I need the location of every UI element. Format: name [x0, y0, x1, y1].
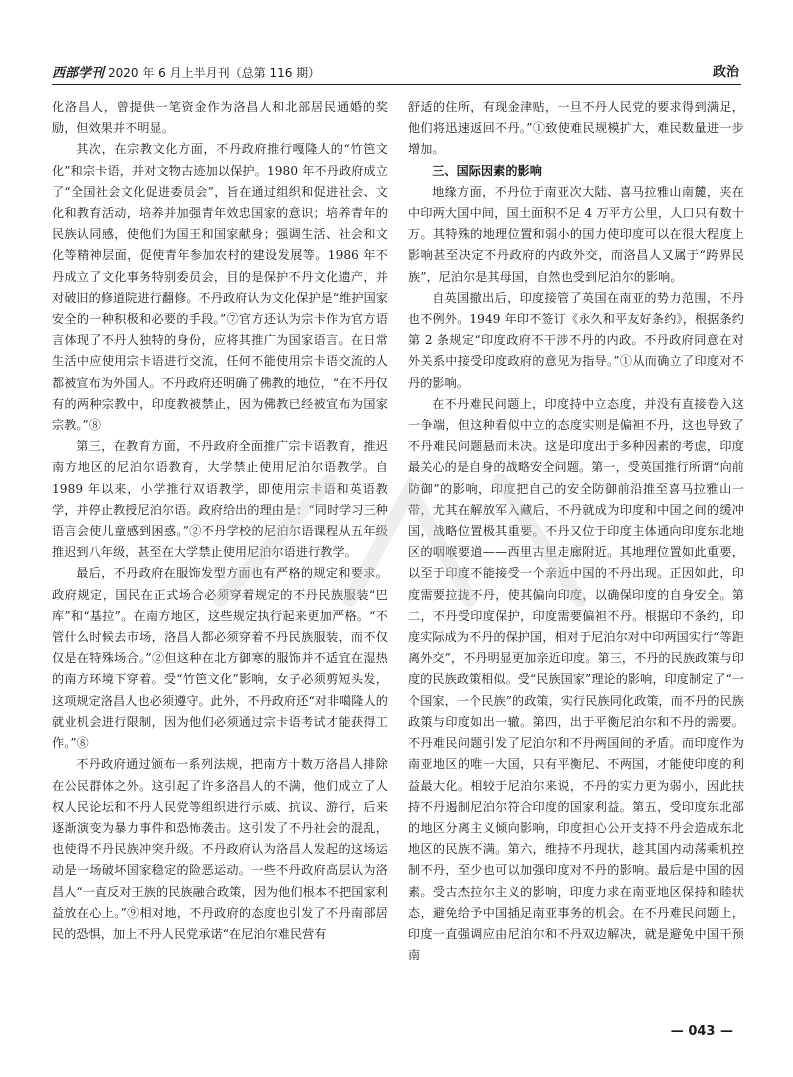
- header-journal-info: [52, 62, 320, 81]
- right-column: [408, 97, 744, 1032]
- paragraph: 自英国撤出后，印度接管了英国在南亚的势力范围，不丹也不例外。1949 年印不签订《永久和平友好条约》，根据条约第 2 条规定“印度政府不干涉不丹的内政。不丹政府同意在对外关系中接受印度政府的意见为指导。”①从而确立了印度对不丹的影响。: [408, 290, 744, 390]
- paragraph: 化洛昌人，曾提供一笔资金作为洛昌人和北部居民通婚的奖励，但效果并不明显。: [52, 100, 388, 136]
- running-header: [52, 58, 741, 85]
- section-label: 政治: [712, 65, 739, 80]
- journal-name: 西部学刊: [52, 66, 105, 81]
- paragraph: 舒适的住所，有现金津贴，一旦不丹人民党的要求得到满足，他们将迅速返回不丹。”①致使难民规模扩大，难民数量进一步增加。: [408, 100, 744, 157]
- issue-info: 2020 年 6 月上半月刊（总第 116 期）: [108, 66, 321, 80]
- paragraph: 在不丹难民问题上，印度持中立态度，并没有直接卷入这一争端，但这种看似中立的态度实则是偏袒不丹，这也导致了不丹难民问题悬而未决。这是印度出于多种因素的考虑，印度最关心的是自身的战略安全问题。第一，受英国推行所谓“向前防御”的影响，印度把自己的安全防御前沿推至喜马拉雅山一带，尤其在解放军入藏后，不丹就成为印度和中国之间的缓冲国，战略位置极其重要。不丹又位于印度主体通向印度东北地区的咽喉要道——西里古里走廊附近。其地理位置如此重要，以至于印度不能接受一个亲近中国的不丹出现。正因如此，印度需要拉拢不丹，使其偏向印度，以确保印度的自身安全。第二，不丹受印度保护，印度需要偏袒不丹。根据印不条约，印度实际成为不丹的保护国，相对于尼泊尔对中印两国实行“等距离外交”，不丹明显更加亲近印度。第三，不丹的民族政策与印度的民族政策相似。受“民族国家”理论的影响，印度制定了“一个国家，一个民族”的政策，实行民族同化政策，而不丹的民族政策与印度如出一辙。第四，出于平衡尼泊尔和不丹的需要。不丹难民问题引发了尼泊尔和不丹两国间的矛盾。而印度作为南亚地区的唯一大国，只有平衡尼、不两国，才能使印度的利益最大化。相较于尼泊尔来说，不丹的实力更为弱小，因此扶持不丹遏制尼泊尔符合印度的国家利益。第五，受印度东北部的地区分离主义倾向影响，印度担心公开支持不丹会造成东北地区的民族不满。第六，维持不丹现状，趁其国内动荡乘机控制不丹，至少也可以加强印度对不丹的影响。最后是中国的因素。受古杰拉尔主义的影响，印度力求在南亚地区保持和睦状态，避免给予中国插足南亚事务的机会。在不丹难民问题上，印度一直强调应由尼泊尔和不丹双边解决，就是避免中国干预南: [408, 396, 744, 963]
- paragraph: 其次，在宗教文化方面，不丹政府推行嘎隆人的“竹笆文化”和宗卡语，并对文物古迹加以保护。1980 年不丹政府成立了“全国社会文化促进委员会”，旨在通过组织和促进社会、文化和教育活动，培养并加强青年效忠国家的意识；培养青年的民族认同感，使他们为国王和国家献身；强调生活、社会和文化等精神层面，促使青年参加农村的建设发展等。1986 年不丹成立了文化事务特别委员会，目的是保护不丹文化遗产，并对破旧的修道院进行翻修。不丹政府认为文化保护是“维护国家安全的一种积极和必要的手段。”⑦官方还认为宗卡作为官方语言体现了不丹人独特的身份，应将其推广为国家语言。在日常生活中应使用宗卡语进行交流，任何不能使用宗卡语交流的人都被宣布为外国人。不丹政府还明确了佛教的地位，“在不丹仅有的两种宗教中，印度教被禁止，因为佛教已经被宣布为国家宗教。”⑧: [52, 142, 388, 433]
- paragraph: 地缘方面，不丹位于南亚次大陆、喜马拉雅山南麓，夹在中印两大国中间，国土面积不足 4 万平方公里，人口只有数十万。其特殊的地理位置和弱小的国力使印度可以在很大程度上影响甚至决定不丹政府的内政外交，而洛昌人又属于“跨界民族”，尼泊尔是其母国，自然也受到尼泊尔的影响。: [408, 184, 744, 284]
- left-column: [52, 97, 388, 1032]
- paragraph: 第三，在教育方面，不丹政府全面推广宗卡语教育，推迟南方地区的尼泊尔语教育，大学禁止使用尼泊尔语教学。自 1989 年以来，小学推行双语教学，即使用宗卡语和英语教学，并停止教授尼泊尔语。政府给出的理由是：“同时学习三种语言会使儿童感到困惑。”②不丹学校的尼泊尔语课程从五年级推迟到八年级，甚至在大学禁止使用尼泊尔语进行教学。: [52, 439, 388, 560]
- page-number: — 043 —: [670, 1024, 733, 1039]
- paragraph: 最后，不丹政府在服饰发型方面也有严格的规定和要求。政府规定，国民在正式场合必须穿着规定的不丹民族服装“巴库”和“基拉”。在南方地区，这些规定执行起来更加严格。“不管什么时候去市场，洛昌人都必须穿着不丹民族服装，而不仅仅是在特殊场合。”②但这种在北方御寒的服饰并不适宜在湿热的南方环境下穿着。受“竹笆文化”影响，女子必须剪短头发，这项规定洛昌人也必须遵守。此外，不丹政府还“对非噶隆人的就业机会进行限制，因为他们必须通过宗卡语考试才能获得工作。”⑧: [52, 566, 388, 751]
- article-body: [52, 97, 744, 1032]
- paragraph: 不丹政府通过颁布一系列法规，把南方十数万洛昌人排除在公民群体之外。这引起了许多洛昌人的不满，他们成立了人权人民论坛和不丹人民党等组织进行示威、抗议、游行，后来逐渐演变为暴力事件和恐怖袭击。这引发了不丹社会的混乱，也使得不丹民族冲突升级。不丹政府认为洛昌人发起的这场运动是一场破坏国家稳定的险恶运动。一些不丹政府高层认为洛昌人“一直反对王族的民族融合政策，因为他们根本不把国家利益放在心上。”⑨相对地，不丹政府的态度也引发了不丹南部居民的恐惧，加上不丹人民党承诺“在尼泊尔难民营有: [52, 757, 388, 941]
- section-heading: 三、国际因素的影响: [432, 163, 542, 178]
